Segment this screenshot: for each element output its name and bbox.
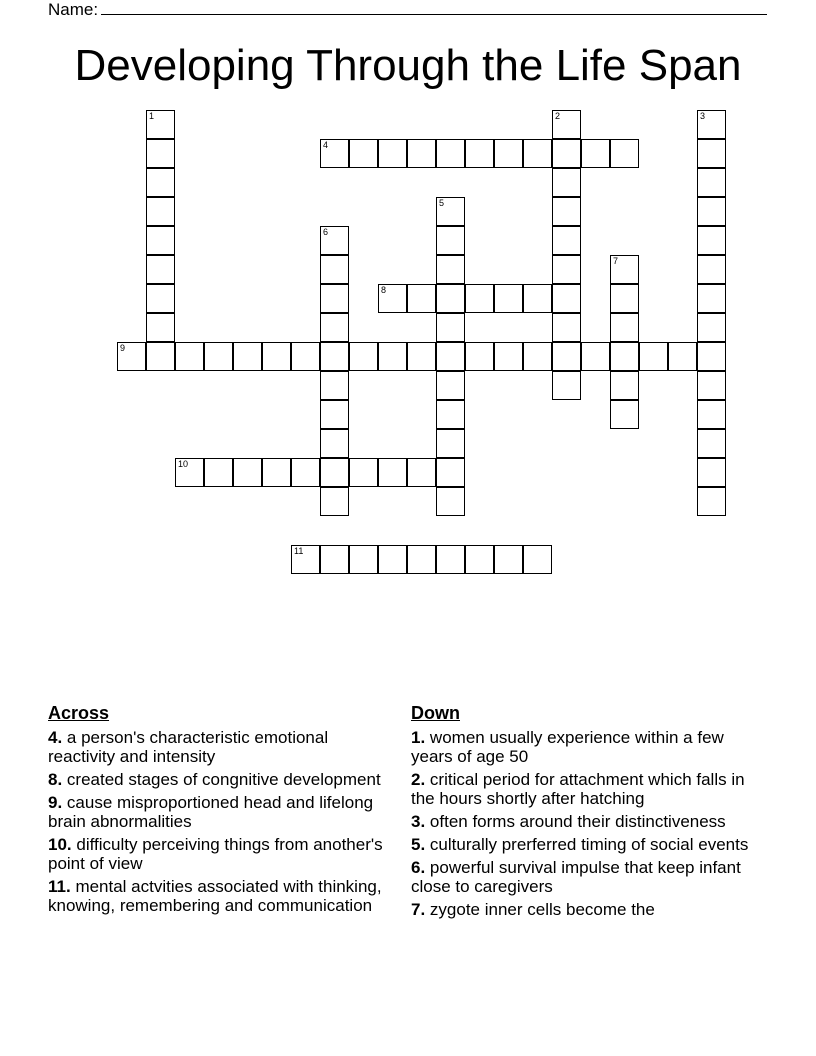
across-heading: Across [48,703,110,723]
grid-cell[interactable] [610,284,639,313]
down-clue [411,770,761,808]
clue-text: zygote inner cells become the [429,900,655,919]
clue-text: difficulty perceiving things from another's point of view [48,835,383,873]
clue-text: created stages of congnitive development [66,770,381,789]
grid-cell[interactable] [523,284,552,313]
grid-cell[interactable] [146,284,175,313]
down-clues [411,703,761,923]
grid-cell[interactable] [436,197,465,226]
grid-cell[interactable] [610,255,639,284]
across-clue-list [48,728,388,915]
cell-number: 10 [178,459,189,469]
grid-cell[interactable] [465,284,494,313]
down-heading: Down [411,703,460,723]
grid-cell[interactable] [697,168,726,197]
across-clue [48,835,388,873]
clue-text: women usually experience within a few years of age 50 [411,728,724,766]
grid-cell[interactable] [436,487,465,516]
cell-number: 6 [323,227,329,237]
grid-cell[interactable] [117,342,146,371]
grid-cell[interactable] [204,342,233,371]
grid-cell[interactable] [552,371,581,400]
grid-cell[interactable] [697,110,726,139]
grid-cell[interactable] [320,226,349,255]
grid-cell[interactable] [146,139,175,168]
grid-cell[interactable] [436,371,465,400]
grid-cell[interactable] [349,545,378,574]
grid-cell[interactable] [697,197,726,226]
grid-cell[interactable] [320,458,349,487]
grid-cell[interactable] [436,458,465,487]
clue-text: culturally prerferred timing of social events [429,835,749,854]
grid-cell[interactable] [146,168,175,197]
clue-number: 9. [48,793,63,812]
cell-number: 7 [613,256,619,266]
grid-cell[interactable] [320,284,349,313]
grid-cell[interactable] [262,458,291,487]
grid-cell[interactable] [436,313,465,342]
grid-cell[interactable] [697,371,726,400]
grid-cell[interactable] [204,458,233,487]
grid-cell[interactable] [610,400,639,429]
grid-cell[interactable] [552,342,581,371]
down-clue [411,858,761,896]
grid-cell[interactable] [581,342,610,371]
grid-cell[interactable] [610,342,639,371]
grid-cell[interactable] [320,545,349,574]
clue-number: 6. [411,858,426,877]
grid-cell[interactable] [523,342,552,371]
grid-cell[interactable] [697,255,726,284]
grid-cell[interactable] [291,458,320,487]
grid-cell[interactable] [552,110,581,139]
grid-cell[interactable] [146,226,175,255]
grid-cell[interactable] [697,458,726,487]
grid-cell[interactable] [697,139,726,168]
grid-cell[interactable] [697,400,726,429]
grid-cell[interactable] [320,487,349,516]
grid-cell[interactable] [436,255,465,284]
grid-cell[interactable] [697,313,726,342]
across-clue [48,728,388,766]
grid-cell[interactable] [407,545,436,574]
grid-cell[interactable] [407,458,436,487]
grid-cell[interactable] [320,255,349,284]
grid-cell[interactable] [494,139,523,168]
clue-number: 1. [411,728,426,747]
grid-cell[interactable] [494,545,523,574]
across-clue [48,793,388,831]
clue-number: 2. [411,770,426,789]
clue-text: a person's characteristic emotional reactivity and intensity [48,728,329,766]
grid-cell[interactable] [146,197,175,226]
down-clue [411,835,761,854]
clue-number: 5. [411,835,426,854]
grid-cell[interactable] [494,284,523,313]
grid-cell[interactable] [552,139,581,168]
across-clue [48,877,388,915]
clue-number: 4. [48,728,63,747]
grid-cell[interactable] [697,487,726,516]
grid-cell[interactable] [523,139,552,168]
grid-cell[interactable] [697,342,726,371]
grid-cell[interactable] [465,545,494,574]
clue-number: 11. [48,877,71,896]
grid-cell[interactable] [320,342,349,371]
grid-cell[interactable] [552,255,581,284]
down-clue [411,900,761,919]
grid-cell[interactable] [291,342,320,371]
grid-cell[interactable] [436,284,465,313]
grid-cell[interactable] [378,139,407,168]
clue-number: 3. [411,812,426,831]
grid-cell[interactable] [262,342,291,371]
grid-cell[interactable] [320,139,349,168]
grid-cell[interactable] [349,139,378,168]
grid-cell[interactable] [146,342,175,371]
grid-cell[interactable] [523,545,552,574]
across-clue [48,770,388,789]
clue-text: powerful survival impulse that keep infant close to caregivers [411,858,741,896]
grid-cell[interactable] [436,545,465,574]
grid-cell[interactable] [407,139,436,168]
clue-text: cause misproportioned head and lifelong brain abnormalities [48,793,374,831]
grid-cell[interactable] [378,284,407,313]
clue-number: 8. [48,770,63,789]
grid-cell[interactable] [378,342,407,371]
grid-cell[interactable] [610,371,639,400]
grid-cell[interactable] [668,342,697,371]
clue-number: 7. [411,900,426,919]
grid-cell[interactable] [349,458,378,487]
cell-number: 2 [555,111,561,121]
grid-cell[interactable] [407,284,436,313]
grid-cell[interactable] [552,168,581,197]
grid-cell[interactable] [320,400,349,429]
grid-cell[interactable] [320,429,349,458]
grid-cell[interactable] [581,139,610,168]
grid-cell[interactable] [436,226,465,255]
cell-number: 8 [381,285,387,295]
down-clue [411,812,761,831]
grid-cell[interactable] [407,342,436,371]
cell-number: 1 [149,111,155,121]
grid-cell[interactable] [320,313,349,342]
down-clue-list [411,728,761,919]
grid-cell[interactable] [349,342,378,371]
cell-number: 9 [120,343,126,353]
grid-cell[interactable] [175,458,204,487]
grid-cell[interactable] [146,313,175,342]
clue-text: often forms around their distinctiveness [429,812,726,831]
grid-cell[interactable] [610,139,639,168]
grid-cell[interactable] [436,342,465,371]
clue-text: mental actvities associated with thinking, knowing, remembering and communication [48,877,382,915]
grid-cell[interactable] [175,342,204,371]
grid-cell[interactable] [233,458,262,487]
grid-cell[interactable] [378,458,407,487]
grid-cell[interactable] [436,139,465,168]
cell-number: 5 [439,198,445,208]
grid-cell[interactable] [697,284,726,313]
grid-cell[interactable] [494,342,523,371]
grid-cell[interactable] [291,545,320,574]
grid-cell[interactable] [639,342,668,371]
grid-cell[interactable] [697,226,726,255]
grid-cell[interactable] [146,255,175,284]
grid-cell[interactable] [436,429,465,458]
down-clue [411,728,761,766]
grid-cell[interactable] [378,545,407,574]
grid-cell[interactable] [146,110,175,139]
clue-number: 10. [48,835,72,854]
grid-cell[interactable] [552,284,581,313]
clue-text: critical period for attachment which falls in the hours shortly after hatching [411,770,745,808]
name-label: Name: [48,0,99,19]
across-clues [48,703,388,919]
cell-number: 4 [323,140,329,150]
grid-cell[interactable] [697,429,726,458]
grid-cell[interactable] [465,342,494,371]
grid-cell[interactable] [436,400,465,429]
grid-cell[interactable] [233,342,262,371]
grid-cell[interactable] [552,313,581,342]
cell-number: 3 [700,111,706,121]
grid-cell[interactable] [320,371,349,400]
grid-cell[interactable] [610,313,639,342]
cell-number: 11 [294,546,304,556]
grid-cell[interactable] [465,139,494,168]
grid-cell[interactable] [552,226,581,255]
puzzle-title: Developing Through the Life Span [74,41,742,90]
grid-cell[interactable] [552,197,581,226]
